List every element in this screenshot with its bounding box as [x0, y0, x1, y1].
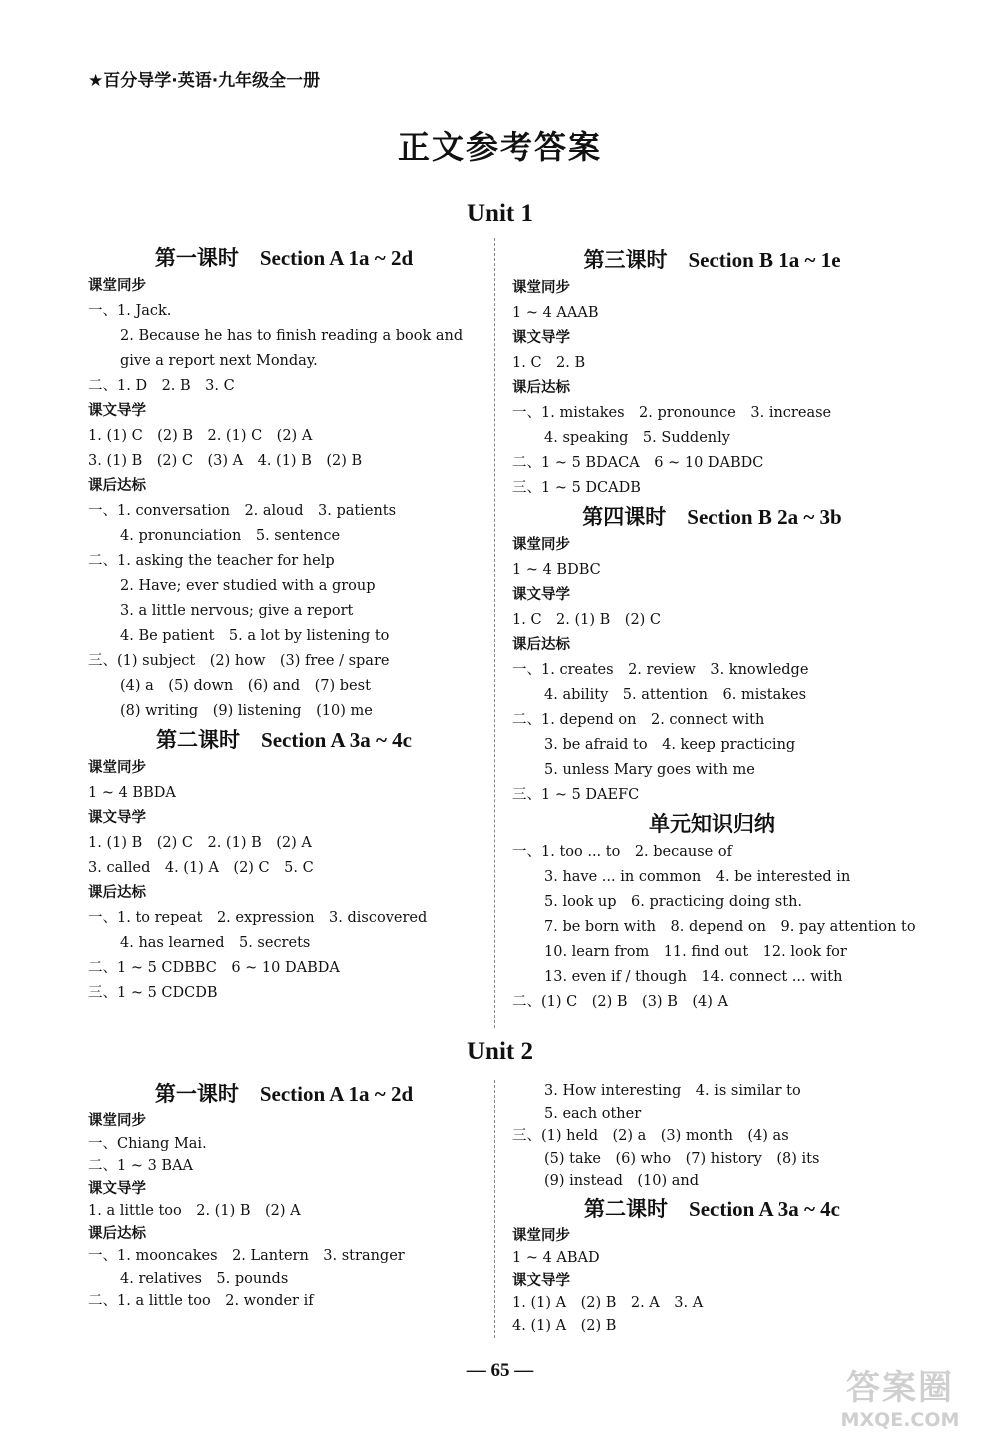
- answer-line: 4. (1) A (2) B: [512, 1317, 617, 1334]
- book-header: ★百分导学·英语·九年级全一册: [88, 71, 321, 91]
- column-divider: [494, 1080, 495, 1338]
- answer-line: 二、1 ~ 5 BDACA 6 ~ 10 DABDC: [512, 455, 764, 471]
- answer-line: 三、1 ~ 5 DCADB: [512, 480, 641, 496]
- answer-line: 3. How interesting 4. is similar to: [544, 1083, 801, 1099]
- answer-line: 二、1. D 2. B 3. C: [88, 378, 235, 394]
- subsection-label: 课文导学: [512, 587, 570, 603]
- answer-line: 4. Be patient 5. a lot by listening to: [120, 628, 390, 644]
- unit2-right-column: [512, 1080, 912, 1337]
- answer-line: 4. pronunciation 5. sentence: [120, 528, 341, 544]
- answer-line: 一、1. creates 2. review 3. knowledge: [512, 662, 809, 678]
- answer-line: 1. a little too 2. (1) B (2) A: [88, 1203, 301, 1219]
- answer-line: 1 ~ 4 ABAD: [512, 1250, 600, 1266]
- answer-line: 2. Because he has to finish reading a book and: [120, 328, 464, 344]
- answer-line: 三、1 ~ 5 DAEFC: [512, 787, 640, 803]
- answer-line: 二、1 ~ 5 CDBBC 6 ~ 10 DABDA: [88, 960, 340, 976]
- answer-line: 10. learn from 11. find out 12. look for: [544, 944, 847, 960]
- answer-line: 1. (1) A (2) B 2. A 3. A: [512, 1295, 704, 1311]
- answer-line: 1. (1) C (2) B 2. (1) C (2) A: [88, 428, 313, 444]
- answer-line: 二、1. a little too 2. wonder if: [88, 1293, 314, 1309]
- answer-line: 5. unless Mary goes with me: [544, 762, 755, 778]
- subsection-label: 课后达标: [512, 380, 570, 396]
- section-heading: 第一课时 Section A 1a ~ 2d: [154, 1082, 414, 1106]
- answer-line: 3. a little nervous; give a report: [120, 603, 354, 619]
- answer-line: 4. relatives 5. pounds: [120, 1270, 289, 1287]
- section-heading: 第二课时 Section A 3a ~ 4c: [156, 728, 412, 752]
- subsection-label: 课文导学: [88, 1180, 146, 1197]
- subsection-label: 课文导学: [88, 403, 146, 419]
- watermark-text: 答案圈: [846, 1368, 954, 1408]
- answer-line: 三、1 ~ 5 CDCDB: [88, 985, 218, 1001]
- page-title: 正文参考答案: [397, 128, 602, 166]
- unit2-title: Unit 2: [467, 1038, 533, 1065]
- answer-line: 三、(1) held (2) a (3) month (4) as: [512, 1128, 789, 1144]
- answer-line: 一、Chiang Mai.: [88, 1135, 207, 1152]
- answer-line: 一、1. mooncakes 2. Lantern 3. stranger: [88, 1248, 405, 1264]
- subsection-label: 课堂同步: [88, 760, 146, 776]
- answer-line: 一、1. to repeat 2. expression 3. discovered: [88, 910, 428, 926]
- answer-line: 一、1. mistakes 2. pronounce 3. increase: [512, 405, 832, 421]
- watermark-logo: [810, 1368, 990, 1438]
- answer-line: 1 ~ 4 AAAB: [512, 305, 599, 321]
- subsection-label: 课堂同步: [88, 1113, 146, 1129]
- answer-line: 5. look up 6. practicing doing sth.: [544, 894, 803, 910]
- subsection-label: 课后达标: [88, 885, 146, 901]
- answer-line: 4. ability 5. attention 6. mistakes: [544, 687, 807, 703]
- answer-line: 1. (1) B (2) C 2. (1) B (2) A: [88, 835, 312, 851]
- column-divider: [494, 238, 495, 1028]
- answer-line: 4. has learned 5. secrets: [120, 935, 311, 951]
- subsection-label: 课堂同步: [512, 537, 570, 553]
- answer-line: 三、(1) subject (2) how (3) free / spare: [88, 653, 390, 669]
- subsection-label: 课后达标: [88, 478, 146, 494]
- answer-line: 二、1. depend on 2. connect with: [512, 712, 765, 728]
- answer-line: 13. even if / though 14. connect ... with: [544, 969, 843, 985]
- subsection-label: 课文导学: [88, 810, 146, 826]
- unit1-title: Unit 1: [467, 200, 533, 227]
- subsection-label: 课堂同步: [512, 280, 570, 296]
- answer-line: 一、1. Jack.: [88, 303, 172, 319]
- answer-line: 2. Have; ever studied with a group: [120, 578, 376, 594]
- answer-line: 二、(1) C (2) B (3) B (4) A: [512, 994, 728, 1010]
- section-heading: 第四课时 Section B 2a ~ 3b: [582, 505, 842, 529]
- answer-line: 3. have ... in common 4. be interested in: [544, 869, 851, 885]
- section-heading: 第三课时 Section B 1a ~ 1e: [583, 248, 841, 272]
- answer-line: 1. C 2. (1) B (2) C: [512, 612, 662, 628]
- unit1-left-column: [88, 242, 480, 1006]
- unit1-right-column: [512, 244, 916, 1015]
- answer-line: (4) a (5) down (6) and (7) best: [120, 678, 371, 694]
- answer-line: 3. (1) B (2) C (3) A 4. (1) B (2) B: [88, 453, 363, 469]
- answer-line: 5. each other: [544, 1105, 642, 1122]
- section-heading: 单元知识归纳: [649, 812, 775, 836]
- answer-line: give a report next Monday.: [120, 353, 318, 369]
- answer-line: 二、1. asking the teacher for help: [88, 553, 335, 569]
- answer-line: 一、1. too ... to 2. because of: [512, 844, 732, 860]
- subsection-label: 课后达标: [512, 637, 570, 653]
- answer-line: 4. speaking 5. Suddenly: [544, 430, 730, 446]
- answer-line: 3. called 4. (1) A (2) C 5. C: [88, 860, 314, 876]
- subsection-label: 课后达标: [88, 1225, 146, 1242]
- answer-line: 二、1 ~ 3 BAA: [88, 1158, 194, 1174]
- answer-line: 7. be born with 8. depend on 9. pay attention to: [544, 919, 916, 935]
- section-heading: 第一课时 Section A 1a ~ 2d: [154, 246, 414, 270]
- answer-line: (8) writing (9) listening (10) me: [120, 703, 373, 719]
- answer-line: 1 ~ 4 BDBC: [512, 562, 601, 578]
- subsection-label: 课堂同步: [512, 1227, 570, 1244]
- answer-line: 1. C 2. B: [512, 355, 586, 371]
- section-heading: 第二课时 Section A 3a ~ 4c: [584, 1196, 840, 1221]
- subsection-label: 课文导学: [512, 1272, 570, 1289]
- watermark-url: MXQE.COM: [840, 1409, 960, 1431]
- answer-line: (9) instead (10) and: [544, 1173, 700, 1189]
- answer-line: (5) take (6) who (7) history (8) its: [544, 1150, 820, 1167]
- subsection-label: 课堂同步: [88, 278, 146, 294]
- page-number: — 65 —: [466, 1360, 534, 1381]
- answer-line: 1 ~ 4 BBDA: [88, 785, 176, 801]
- subsection-label: 课文导学: [512, 330, 570, 346]
- unit2-left-column: [88, 1078, 480, 1313]
- answer-line: 一、1. conversation 2. aloud 3. patients: [88, 503, 397, 519]
- answer-line: 3. be afraid to 4. keep practicing: [544, 737, 796, 753]
